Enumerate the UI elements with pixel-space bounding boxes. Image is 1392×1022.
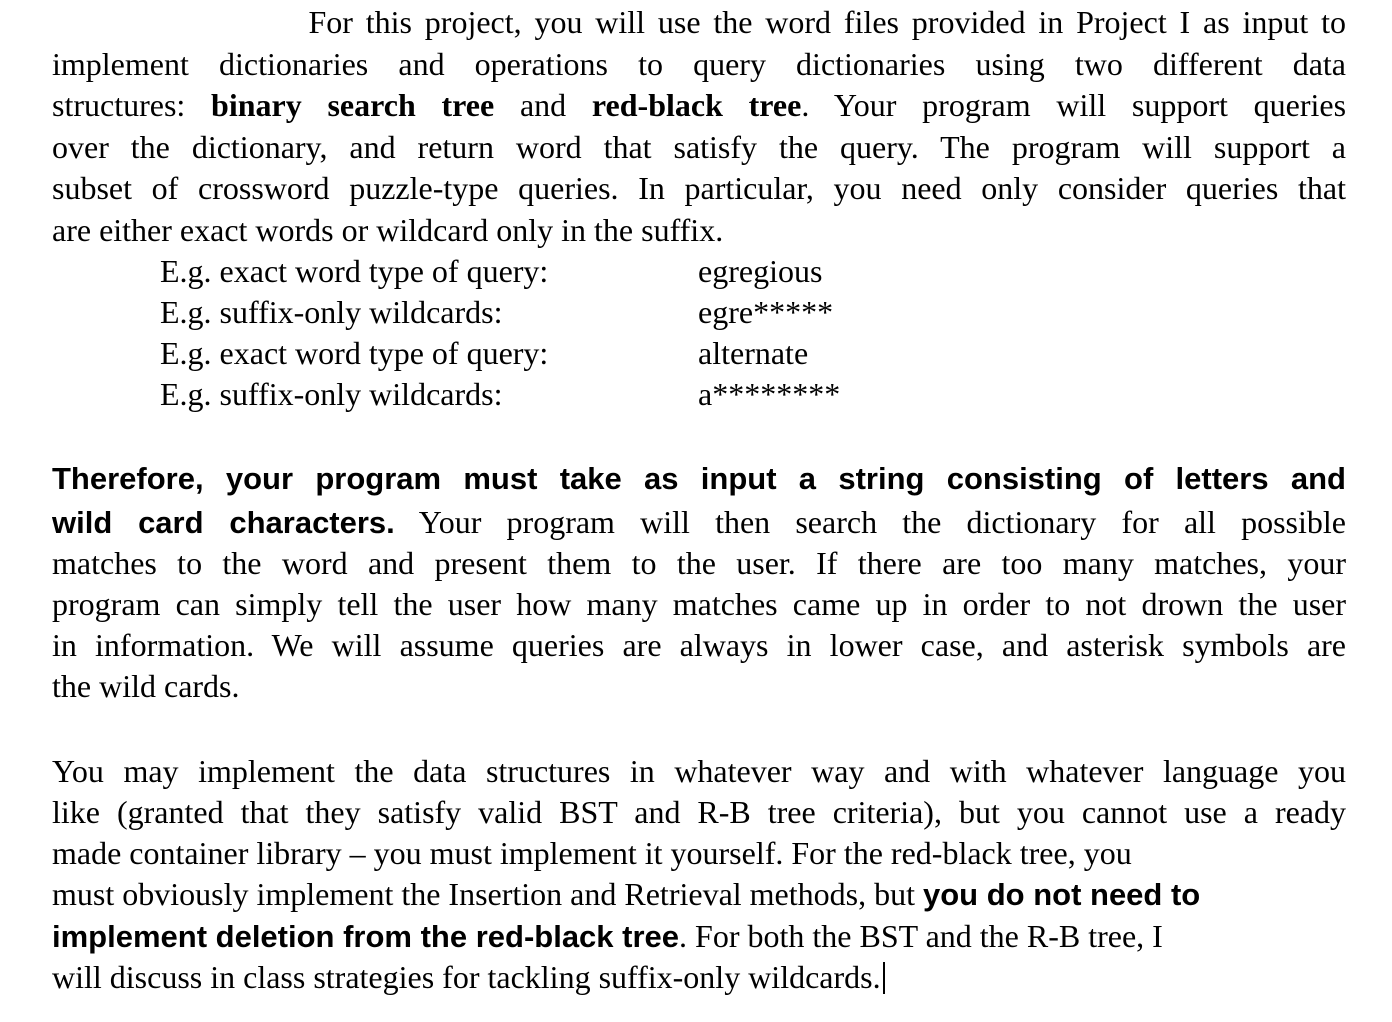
text: the wild cards. [52,668,240,704]
text: made container library – you must implement it yourself. For the red-black tree, you [52,835,1132,871]
paragraph-2-line [52,584,1346,625]
example-query: a******** [698,376,841,412]
paragraph-3-line [52,792,1346,833]
example-label: E.g. exact word type of query: [160,253,549,289]
bold-text: red-black tree [591,87,802,123]
paragraph-1-line [52,85,1346,126]
example-query: egre***** [698,294,834,330]
example-query: egregious [698,253,823,289]
paragraph-3-line [52,957,1346,998]
paragraph-1-line [52,127,1346,168]
text: implement dictionaries and operations to query dictionaries using two different data [52,46,1346,82]
text: structures: [52,87,212,123]
example-label: E.g. suffix-only wildcards: [160,294,503,330]
paragraph-2-line [52,543,1346,584]
paragraph-2-line [52,625,1346,666]
text: over the dictionary, and return word that satisfy the query. The program will support a [52,129,1346,165]
text: will discuss in class strategies for tackling suffix-only wildcards. [52,959,881,995]
bold-text: Therefore, your program must take as input a string consisting of letters and [52,461,1346,496]
text: must obviously implement the Insertion and Retrieval methods, but [52,876,923,912]
example-label: E.g. suffix-only wildcards: [160,376,503,412]
example-label: E.g. exact word type of query: [160,335,549,371]
text: subset of crossword puzzle-type queries. In particular, you need only consider queries that [52,170,1346,206]
paragraph-2-line [52,502,1346,543]
text: and [494,87,592,123]
paragraph-1-line [52,44,1346,85]
paragraph-3-line [52,833,1346,874]
paragraph-1-line [52,210,1346,251]
bold-text: implement deletion from the red-black tree [52,919,680,954]
paragraph-1-line [52,2,1346,43]
bold-text: you do not need to [922,877,1201,912]
paragraph-2-line [52,666,1346,707]
text: are either exact words or wildcard only in the suffix. [52,212,724,248]
text-cursor [883,962,885,994]
text: Your program will then search the dictionary for all possible [394,504,1346,540]
text: matches to the word and present them to the user. If there are too many matches, your [52,545,1346,581]
paragraph-3-line [52,916,1346,957]
text: like (granted that they satisfy valid BST and R-B tree criteria), but you cannot use a ready [52,794,1346,830]
text: . Your program will support queries [801,87,1346,123]
paragraph-1-line [52,168,1346,209]
paragraph-2-line [52,458,1346,499]
text: in information. We will assume queries are always in lower case, and asterisk symbols are [52,627,1346,663]
text: You may implement the data structures in whatever way and with whatever language you [52,753,1346,789]
bold-text: wild card characters. [52,505,395,540]
example-query: alternate [698,335,809,371]
text: program can simply tell the user how many matches came up in order to not drown the user [52,586,1346,622]
text: For this project, you will use the word files provided in Project I as input to [52,4,1346,40]
paragraph-3-line [52,874,1346,915]
bold-text: binary search tree [211,87,495,123]
paragraph-3-line [52,751,1346,792]
text: . For both the BST and the R-B tree, I [679,918,1163,954]
